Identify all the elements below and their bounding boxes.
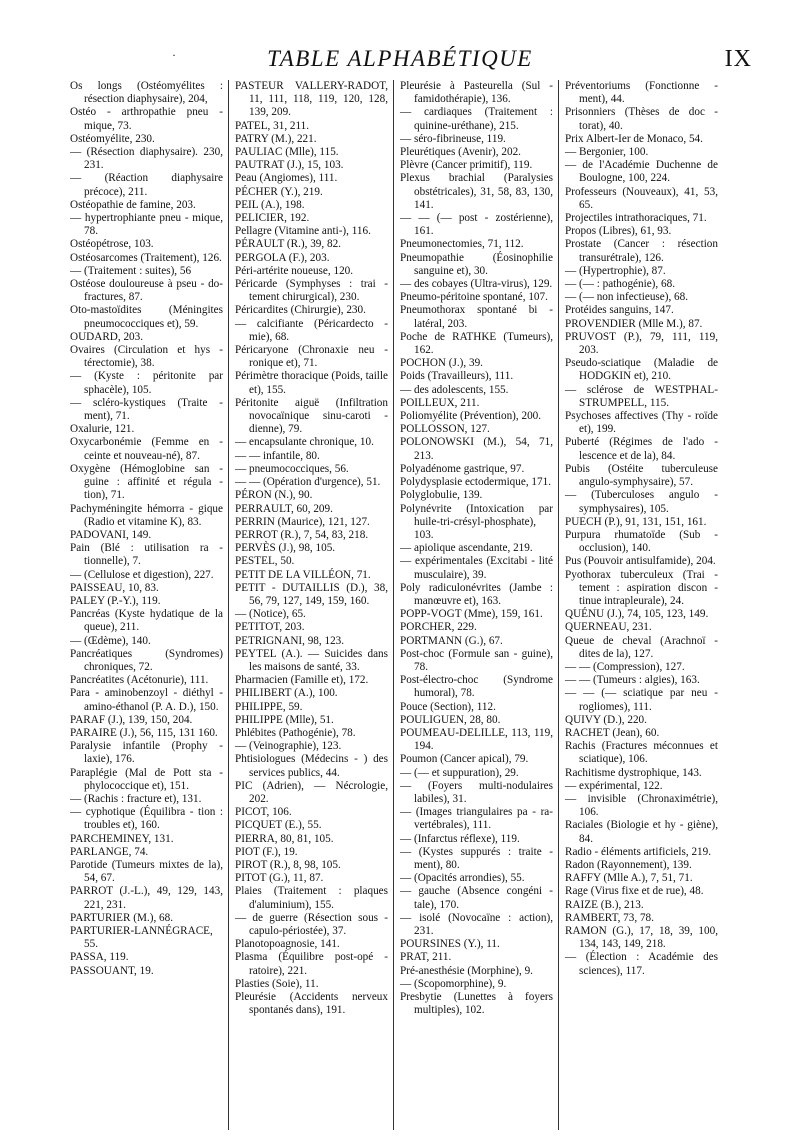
index-entry: Ostéosarcomes (Traitement), 126. <box>70 251 222 264</box>
index-entry: PICQUET (E.), 55. <box>235 819 322 832</box>
index-entry: PARAF (J.), 139, 150, 204. <box>70 713 193 726</box>
index-entry: Phlébites (Pathogénie), 78. <box>235 726 356 739</box>
index-entry: POPP-VOGT (Mme), 159, 161. <box>400 608 543 621</box>
index-entry: — (Résection diaphysaire). 230, 231. <box>70 146 223 172</box>
index-column-1 <box>70 80 228 1130</box>
index-entry: Périmètre thoracique (Poids, taille et), 155. <box>235 370 388 396</box>
index-entry: Purpura rhumatoïde (Sub - occlusion), 140. <box>565 528 718 555</box>
index-entry: — de guerre (Résection sous - capulo-périostée), 37. <box>235 911 388 937</box>
index-entry: Oto-mastoïdites (Méningites pneumococciques et), 59. <box>70 304 223 330</box>
index-entry: — (Notice), 65. <box>235 608 306 621</box>
index-entry: Pain (Blé : utilisation ra - tionnelle), 7. <box>70 542 223 568</box>
index-entry: Professeurs (Nouveaux), 41, 53, 65. <box>565 185 718 211</box>
index-entry: Radio - éléments artificiels, 219. <box>565 845 712 858</box>
index-entry: — (Tuberculoses angulo - symphysaires), 105. <box>565 489 718 515</box>
index-entry: — expérimentales (Excitabi - lité musculaire), 39. <box>400 555 553 581</box>
index-entry: Oxycarbonémie (Femme en - ceinte et nouveau-né), 87. <box>70 436 223 462</box>
index-entry: PICOT, 106. <box>235 806 292 819</box>
index-entry: QUIVY (D.), 220. <box>565 713 647 726</box>
index-entry: POLONOWSKI (M.), 54, 71, 213. <box>400 436 553 462</box>
index-entry: — gauche (Absence congéni - tale), 170. <box>400 885 553 911</box>
index-entry: Pleurésie à Pasteurella (Sul - famidothérapie), 136. <box>400 80 553 106</box>
index-entry: Polydysplasie ectodermique, 171. <box>400 476 552 489</box>
index-entry: PASTEUR VALLERY-RADOT, 11, 111, 118, 119, 120, 128, 139, 209. <box>235 80 388 119</box>
index-columns <box>70 80 760 1130</box>
index-entry: Pneumopathie (Éosinophilie sanguine et), 30. <box>400 251 553 277</box>
index-entry: PERVÈS (J.), 98, 105. <box>235 542 336 555</box>
index-entry: Pancréatites (Acétonurie), 111. <box>70 674 209 687</box>
index-entry: Pancréas (Kyste hydatique de la queue), 211. <box>70 608 223 634</box>
index-entry: PASSOUANT, 19. <box>70 964 154 977</box>
index-entry: Rachitisme dystrophique, 143. <box>565 766 702 779</box>
index-entry: — (Cellulose et digestion), 227. <box>70 568 214 581</box>
index-entry: Pubis (Ostéite tuberculeuse angulo-symphysaire), 57. <box>565 462 718 489</box>
index-entry: Ostéopétrose, 103. <box>70 238 154 251</box>
index-entry: Polynévrite (Intoxication par huile-tri-crésyl-phosphate), 103. <box>400 502 553 541</box>
index-entry: Polyglobulie, 139. <box>400 489 483 502</box>
index-entry: QUERNEAU, 231. <box>565 621 652 634</box>
index-entry: RAMON (G.), 17, 18, 39, 100, 134, 143, 149, 218. <box>565 925 718 951</box>
index-entry: PERROT (R.), 7, 54, 83, 218. <box>235 528 369 541</box>
index-entry: PHILIBERT (A.), 100. <box>235 687 338 700</box>
index-entry: POUMEAU-DELILLE, 113, 119, 194. <box>400 726 553 753</box>
index-entry: Para - aminobenzoyl - diéthyl - amino-éthanol (P. A. D.), 150. <box>70 687 223 713</box>
index-entry: POCHON (J.), 39. <box>400 357 483 370</box>
index-entry: PEYTEL (A.). — Suicides dans les maisons de santé, 33. <box>235 647 388 673</box>
index-entry: Plasma (Équilibre post-opé - ratoire), 221. <box>235 951 388 977</box>
index-entry: — (— non infectieuse), 68. <box>565 291 689 304</box>
index-entry: Péricarde (Symphyses : trai - tement chirurgical), 230. <box>235 278 388 304</box>
index-entry: — — (Opération d'urgence), 51. <box>235 476 381 489</box>
index-entry: Propos (Libres), 61, 93. <box>565 225 672 238</box>
page-header <box>0 44 800 80</box>
index-entry: — (Traitement : suites), 56 <box>70 264 192 277</box>
index-entry: PETRIGNANI, 98, 123. <box>235 634 345 647</box>
index-entry: Pleurétiques (Avenir), 202. <box>400 146 521 159</box>
index-entry: PIC (Adrien), — Nécrologie, 202. <box>235 779 388 805</box>
index-entry: Pseudo-sciatique (Maladie de HODGKIN et), 210. <box>565 357 718 383</box>
index-entry: — (Rachis : fracture et), 131. <box>70 792 202 805</box>
index-entry: RAFFY (Mlle A.), 7, 51, 71. <box>565 872 693 885</box>
page-number: IX <box>724 46 752 72</box>
index-entry: PARCHEMINEY, 131. <box>70 832 174 845</box>
index-entry: — (Veinographie), 123. <box>235 740 342 753</box>
index-entry: — séro-fibrineuse, 119. <box>400 132 506 145</box>
index-entry: — invisible (Chronaximétrie), 106. <box>565 792 718 819</box>
index-entry: Ostéopathie de famine, 203. <box>70 198 196 211</box>
index-entry: Planotopoagnosie, 141. <box>235 938 340 951</box>
index-column-2 <box>228 80 393 1130</box>
index-entry: — (Opacités arrondies), 55. <box>400 872 525 885</box>
index-entry: RAMBERT, 73, 78. <box>565 911 654 924</box>
index-entry: — cardiaques (Traitement : quinine-uréthane), 215. <box>400 106 553 132</box>
index-entry: — — (— sciatique par neu - rogliomes), 111. <box>565 687 718 713</box>
header-dot: · <box>172 48 176 62</box>
index-entry: PATRY (M.), 221. <box>235 132 317 145</box>
index-entry: — Bergonier, 100. <box>565 146 649 159</box>
index-entry: Prostate (Cancer : résection transurétrale), 126. <box>565 238 718 264</box>
index-entry: — (Hypertrophie), 87. <box>565 264 666 277</box>
index-entry: — scléro-kystiques (Traite - ment), 71. <box>70 396 223 423</box>
index-entry: PETIT DE LA VILLÉON, 71. <box>235 568 371 581</box>
index-entry: Projectiles intrathoraciques, 71. <box>565 212 707 225</box>
index-entry: Plasties (Soie), 11. <box>235 977 319 990</box>
index-entry: PETIT - DUTAILLIS (D.), 38, 56, 79, 127, 149, 159, 160. <box>235 581 388 607</box>
index-entry: Poids (Travailleurs), 111. <box>400 370 514 383</box>
index-entry: QUÉNU (J.), 74, 105, 123, 149. <box>565 608 709 621</box>
index-entry: — sclérose de WESTPHAL-STRUMPELL, 115. <box>565 383 718 409</box>
index-entry: PIERRA, 80, 81, 105. <box>235 832 334 845</box>
index-entry: Paralysie infantile (Prophy - laxie), 176. <box>70 740 223 766</box>
index-entry: — de l'Académie Duchenne de Boulogne, 100, 224. <box>565 159 718 185</box>
index-entry: Poliomyélite (Prévention), 200. <box>400 410 542 423</box>
index-entry: Os longs (Ostéomyélites : résection diaphysaire), 204, <box>70 80 223 106</box>
index-entry: Oxygène (Hémoglobine san - guine : affinité et régula - tion), 71. <box>70 462 223 502</box>
index-entry: PARLANGE, 74. <box>70 845 149 858</box>
index-entry: PATEL, 31, 211. <box>235 119 310 132</box>
index-entry: Péri-artérite noueuse, 120. <box>235 264 354 277</box>
index-entry: POILLEUX, 211. <box>400 396 480 409</box>
index-entry: PORCHER, 229. <box>400 621 477 634</box>
index-entry: Pus (Pouvoir antisulfamide), 204. <box>565 555 716 568</box>
index-entry: Paraplégie (Mal de Pott sta - phylococcique et), 151. <box>70 766 223 792</box>
index-entry: Pleurésie (Accidents nerveux spontanés dans), 191. <box>235 991 388 1017</box>
index-entry: — calcifiante (Péricardecto - mie), 68. <box>235 317 388 343</box>
index-entry: Prix Albert-Ier de Monaco, 54. <box>565 132 703 145</box>
index-entry: PASSA, 119. <box>70 951 129 964</box>
index-entry: — — (Compression), 127. <box>565 660 685 673</box>
index-entry: PARROT (J.-L.), 49, 129, 143, 221, 231. <box>70 885 223 911</box>
index-entry: PAUTRAT (J.), 15, 103. <box>235 159 344 172</box>
index-entry: PESTEL, 50. <box>235 555 295 568</box>
index-entry: — (Foyers multi-nodulaires labiles), 31. <box>400 779 553 805</box>
index-entry: Peau (Angiomes), 111. <box>235 172 338 185</box>
index-entry: — (Scopomorphine), 9. <box>400 977 507 990</box>
index-entry: — (Réaction diaphysaire précoce), 211. <box>70 172 223 198</box>
index-entry: Poumon (Cancer apical), 79. <box>400 753 529 766</box>
index-entry: Rage (Virus fixe et de rue), 48. <box>565 885 704 898</box>
index-entry: PUECH (P.), 91, 131, 151, 161. <box>565 515 707 528</box>
index-entry: Ostéomyélite, 230. <box>70 132 155 145</box>
index-entry: PETITOT, 203. <box>235 621 305 634</box>
index-entry: Ovaires (Circulation et hys - térectomie), 38. <box>70 344 223 370</box>
index-entry: — — infantile, 80. <box>235 449 320 462</box>
index-entry: PITOT (G.), 11, 87. <box>235 872 324 885</box>
index-entry: Ostéose douloureuse à pseu - do-fractures, 87. <box>70 278 223 304</box>
index-entry: Ostéo - arthropathie pneu - mique, 73. <box>70 106 223 132</box>
index-entry: Psychoses affectives (Thy - roïde et), 199. <box>565 410 718 436</box>
index-entry: PROVENDIER (Mlle M.), 87. <box>565 317 703 330</box>
index-entry: — encapsulante chronique, 10. <box>235 436 374 449</box>
index-entry: PORTMANN (G.), 67. <box>400 634 503 647</box>
index-entry: Plèvre (Cancer primitif), 119. <box>400 159 533 172</box>
index-entry: Oxalurie, 121. <box>70 423 135 436</box>
index-entry: — — (— post - zostérienne), 161. <box>400 212 553 238</box>
index-entry: PIOT (F.), 19. <box>235 845 298 858</box>
index-entry: POULIGUEN, 28, 80. <box>400 713 501 726</box>
index-entry: RACHET (Jean), 60. <box>565 726 660 739</box>
index-entry: Péricardites (Chirurgie), 230. <box>235 304 366 317</box>
index-entry: — (— et suppuration), 29. <box>400 766 519 779</box>
index-entry: Poche de RATHKE (Tumeurs), 162. <box>400 330 553 357</box>
index-entry: — apiolique ascendante, 219. <box>400 542 533 555</box>
index-entry: OUDARD, 203. <box>70 330 144 343</box>
index-entry: — (Images triangulaires pa - ra-vertébrales), 111. <box>400 806 553 832</box>
index-entry: — (Kystes suppurés : traite - ment), 80. <box>400 845 553 871</box>
index-entry: Plaies (Traitement : plaques d'aluminium), 155. <box>235 885 388 911</box>
index-entry: Pré-anesthésie (Morphine), 9. <box>400 964 533 977</box>
index-entry: PARAIRE (J.), 56, 115, 131 160. <box>70 726 218 739</box>
index-entry: POURSINES (Y.), 11. <box>400 938 500 951</box>
index-entry: Raciales (Biologie et hy - giène), 84. <box>565 819 718 845</box>
index-entry: Rachis (Fractures méconnues et sciatique), 106. <box>565 740 718 766</box>
index-entry: PHILIPPE, 59. <box>235 700 303 713</box>
index-entry: PÉCHER (Y.), 219. <box>235 185 323 198</box>
index-entry: — des adolescents, 155. <box>400 383 509 396</box>
index-entry: — (Élection : Académie des sciences), 117. <box>565 951 718 977</box>
index-entry: Puberté (Régimes de l'ado - lescence et de la), 84. <box>565 436 718 462</box>
index-entry: PEIL (A.), 198. <box>235 198 305 211</box>
index-entry: Pouce (Section), 112. <box>400 700 496 713</box>
index-entry: PÉRON (N.), 90. <box>235 489 313 502</box>
index-entry: Pachyméningite hémorra - gique (Radio et vitamine K), 83. <box>70 502 223 528</box>
index-entry: Presbytie (Lunettes à foyers multiples), 102. <box>400 991 553 1017</box>
index-entry: PERRIN (Maurice), 121, 127. <box>235 515 370 528</box>
index-entry: POLLOSSON, 127. <box>400 423 490 436</box>
index-entry: Radon (Rayonnement), 139. <box>565 858 692 871</box>
index-entry: PHILIPPE (Mlle), 51. <box>235 713 334 726</box>
index-entry: Parotide (Tumeurs mixtes de la), 54, 67. <box>70 858 223 885</box>
index-entry: PRUVOST (P.), 79, 111, 119, 203. <box>565 330 718 357</box>
index-entry: Pyothorax tuberculeux (Trai - tement : aspiration discon - tinue intrapleurale), 24. <box>565 568 718 607</box>
index-entry: Pneumonectomies, 71, 112. <box>400 238 524 251</box>
index-entry: Pellagre (Vitamine anti-), 116. <box>235 225 371 238</box>
index-entry: Post-électro-choc (Syndrome humoral), 78. <box>400 674 553 700</box>
index-entry: Prisonniers (Thèses de doc - torat), 40. <box>565 106 718 132</box>
index-entry: — (Kyste : péritonite par sphacèle), 105. <box>70 370 223 396</box>
index-entry: PARTURIER (M.), 68. <box>70 911 174 924</box>
index-entry: Post-choc (Formule san - guine), 78. <box>400 647 553 673</box>
index-entry: Péricaryone (Chronaxie neu - ronique et), 71. <box>235 344 388 370</box>
index-entry: — (Œdème), 140. <box>70 634 151 647</box>
index-entry: Poly radiculonévrites (Jambe : manœuvre et), 163. <box>400 581 553 607</box>
index-entry: — (— : pathogénie), 68. <box>565 278 675 291</box>
index-column-4 <box>558 80 723 1130</box>
index-entry: PELICIER, 192. <box>235 212 310 225</box>
index-entry: Plexus brachial (Paralysies obstétricales), 31, 58, 83, 130, 141. <box>400 172 553 211</box>
index-entry: Polyadénome gastrique, 97. <box>400 462 525 475</box>
index-entry: PARTURIER-LANNÉGRACE, 55. <box>70 925 213 951</box>
index-entry: Pancréatiques (Syndromes) chroniques, 72. <box>70 647 223 673</box>
index-entry: Pneumo-péritoine spontané, 107. <box>400 291 548 304</box>
index-entry: Phtisiologues (Médecins - ) des services publics, 44. <box>235 753 388 779</box>
index-entry: PÉRAULT (R.), 39, 82. <box>235 238 341 251</box>
index-entry: RAIZE (B.), 213. <box>565 898 644 911</box>
index-entry: — — (Tumeurs : algies), 163. <box>565 674 700 687</box>
index-entry: Pharmacien (Famille et), 172. <box>235 674 369 687</box>
index-entry: PAULIAC (Mlle), 115. <box>235 146 339 159</box>
index-entry: — pneumococciques, 56. <box>235 462 349 475</box>
index-entry: — isolé (Novocaïne : action), 231. <box>400 911 553 937</box>
index-entry: Pneumothorax spontané bi - latéral, 203. <box>400 304 553 330</box>
index-entry: PRAT, 211. <box>400 951 452 964</box>
index-entry: PALEY (P.-Y.), 119. <box>70 594 161 607</box>
index-entry: — hypertrophiante pneu - mique, 78. <box>70 212 223 238</box>
index-entry: PERRAULT, 60, 209. <box>235 502 333 515</box>
index-column-3 <box>393 80 558 1130</box>
index-entry: Protéides sanguins, 147. <box>565 304 674 317</box>
index-entry: — (Infarctus réflexe), 119. <box>400 832 520 845</box>
index-entry: PIROT (R.), 8, 98, 105. <box>235 858 341 871</box>
index-entry: PERGOLA (F.), 203. <box>235 251 330 264</box>
index-entry: — cyphotique (Équilibra - tion : troubles et), 160. <box>70 806 223 832</box>
index-entry: PADOVANI, 149. <box>70 528 152 541</box>
index-entry: — expérimental, 122. <box>565 779 663 792</box>
index-entry: — des cobayes (Ultra-virus), 129. <box>400 278 553 291</box>
index-entry: Préventoriums (Fonctionne - ment), 44. <box>565 80 718 106</box>
page-title: TABLE ALPHABÉTIQUE <box>267 46 533 71</box>
index-entry: Queue de cheval (Arachnoï - dites de la), 127. <box>565 634 718 660</box>
index-entry: PAISSEAU, 10, 83. <box>70 581 159 594</box>
index-entry: Péritonite aiguë (Infiltration novocaïnique sinu-caroti - dienne), 79. <box>235 396 388 436</box>
